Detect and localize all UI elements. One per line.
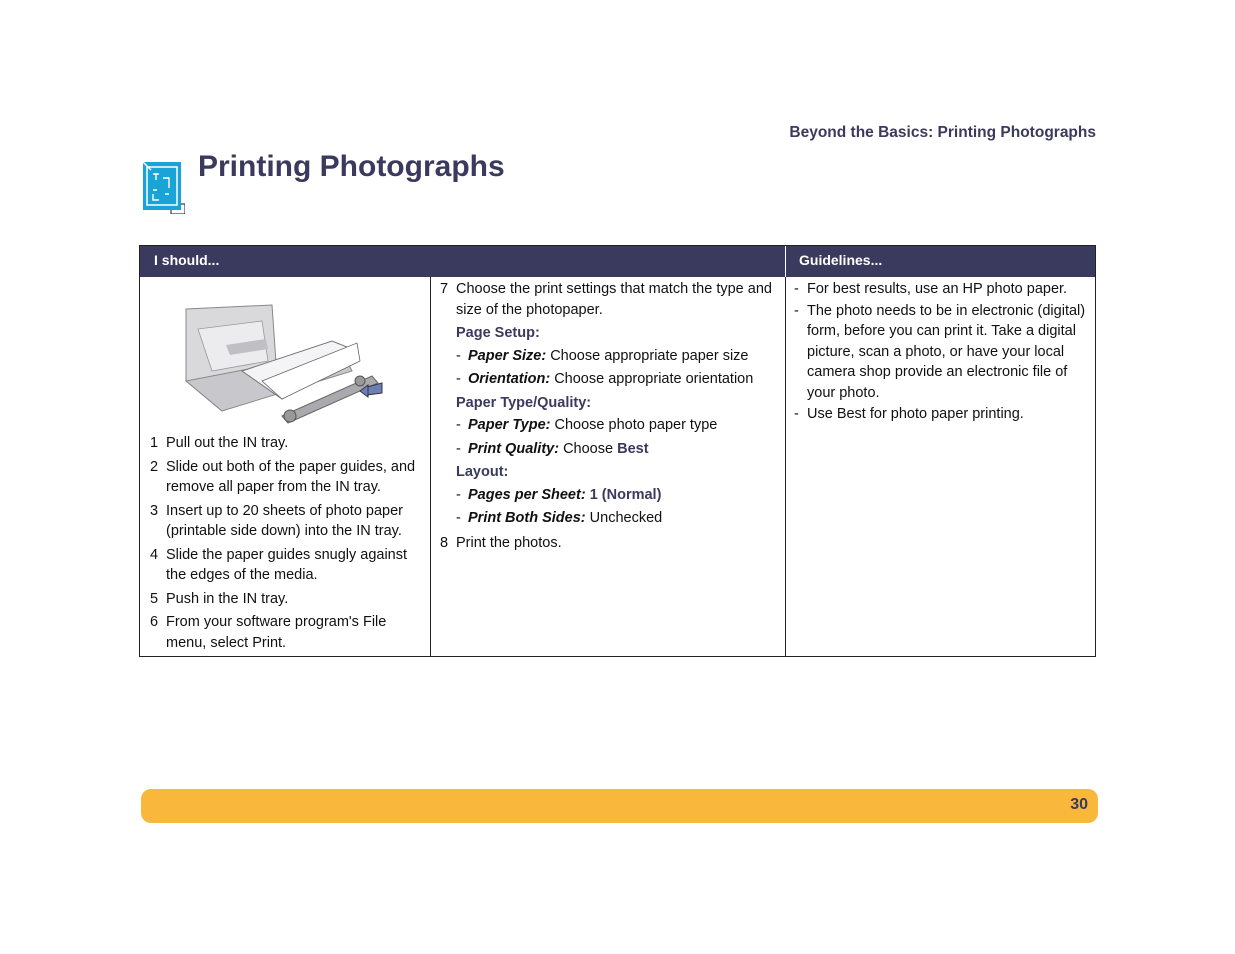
page-title: Printing Photographs bbox=[198, 150, 505, 183]
list-item: - For best results, use an HP photo paper. bbox=[794, 281, 1068, 297]
list-item: 3 Insert up to 20 sheets of photo paper (printable side down) into the IN tray. bbox=[150, 502, 403, 539]
pages-per-sheet-item: - Pages per Sheet: 1 (Normal) bbox=[456, 486, 662, 503]
print-quality-item: - Print Quality: Choose Best bbox=[456, 440, 649, 457]
paper-type-item: - Paper Type: Choose photo paper type bbox=[456, 417, 718, 433]
list-item: - The photo needs to be in electronic (digital) form, before you can print it. Take a digital picture, scan a photo, or have your local camera shop provide an electronic file of your photo. bbox=[794, 302, 1086, 401]
list-item: 4 Slide the paper guides snugly against the edges of the media. bbox=[150, 546, 408, 583]
step-list bbox=[150, 433, 422, 656]
guidelines-list bbox=[794, 279, 1086, 426]
list-item: 5 Push in the IN tray. bbox=[150, 590, 289, 607]
list-item: 6 From your software program's File menu, select Print. bbox=[150, 614, 387, 651]
page-setup-heading: Page Setup: bbox=[456, 325, 540, 341]
paper-size-item: - Paper Size: Choose appropriate paper size bbox=[456, 347, 749, 364]
footer-bar bbox=[141, 789, 1098, 823]
guidelines-column bbox=[786, 277, 1095, 656]
header-breadcrumb: Beyond the Basics: Printing Photographs bbox=[789, 124, 1096, 141]
header-i-should: I should... bbox=[154, 252, 220, 268]
steps-column-1 bbox=[140, 277, 430, 656]
printer-illustration bbox=[182, 301, 387, 426]
page-number: 30 bbox=[1070, 796, 1088, 813]
table-header bbox=[140, 246, 1095, 277]
orientation-item: - Orientation: Choose appropriate orientation bbox=[456, 371, 754, 387]
header-divider bbox=[785, 246, 786, 277]
list-item: 2 Slide out both of the paper guides, and remove all paper from the IN tray. bbox=[150, 458, 416, 495]
print-both-sides-item: - Print Both Sides: Unchecked bbox=[456, 510, 663, 526]
layout-heading: Layout: bbox=[456, 464, 509, 480]
instructions-table bbox=[139, 245, 1096, 657]
step-8: 8 Print the photos. bbox=[440, 534, 562, 551]
steps-column-2 bbox=[431, 277, 785, 656]
list-item: 1 Pull out the IN tray. bbox=[150, 435, 289, 451]
photo-icon bbox=[141, 160, 185, 214]
header-guidelines: Guidelines... bbox=[799, 252, 883, 268]
list-item: - Use Best for photo paper printing. bbox=[794, 406, 1024, 422]
paper-type-quality-heading: Paper Type/Quality: bbox=[456, 394, 592, 411]
step-7: 7 Choose the print settings that match the type and size of the photopaper. bbox=[440, 281, 772, 318]
